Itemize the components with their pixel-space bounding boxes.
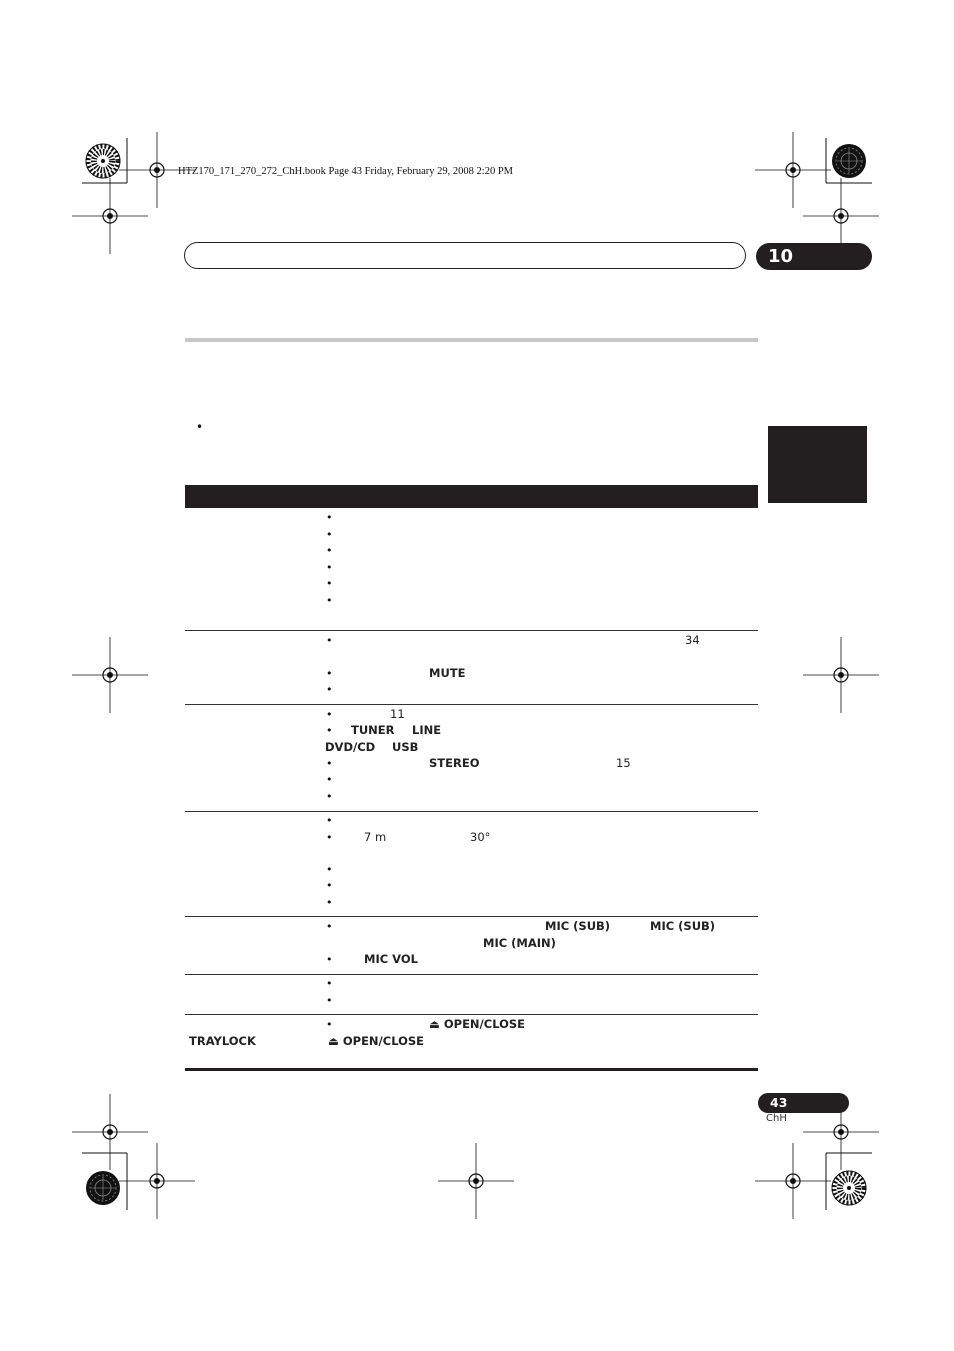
bullet: • [326, 511, 333, 524]
row-divider [185, 974, 758, 975]
row-divider [185, 916, 758, 917]
open-close-label: ⏏ OPEN/CLOSE [429, 1017, 526, 1031]
bullet: • [326, 831, 333, 844]
chapter-title-bar [184, 242, 746, 269]
bullet: • [326, 863, 333, 876]
page-reference: 11 [390, 707, 405, 721]
bullet: • [326, 977, 333, 990]
bullet: • [326, 577, 333, 590]
distance-value: 7 m [364, 830, 387, 844]
dvd-cd-label: DVD/CD [325, 740, 376, 754]
bullet: • [326, 814, 333, 827]
page-reference: 34 [685, 633, 700, 647]
angle-value: 30° [470, 830, 491, 844]
row-divider [185, 704, 758, 705]
chapter-number-badge: 10 [756, 243, 872, 270]
open-close-label: ⏏ OPEN/CLOSE [328, 1034, 425, 1048]
bullet: • [326, 724, 333, 737]
page-language-code: ChH [766, 1113, 787, 1124]
mic-sub-label: MIC (SUB) [545, 919, 611, 933]
row-divider [185, 811, 758, 812]
row-divider [185, 1014, 758, 1015]
bullet: • [326, 634, 333, 647]
bullet: • [326, 896, 333, 909]
bullet: • [326, 879, 333, 892]
bullet: • [326, 994, 333, 1007]
language-side-tab [768, 426, 867, 503]
print-file-info: HTZ170_171_270_272_ChH.book Page 43 Friday, February 29, 2008 2:20 PM [178, 166, 514, 177]
stereo-label: STEREO [429, 756, 480, 770]
mic-vol-label: MIC VOL [364, 952, 418, 966]
bullet: • [326, 594, 333, 607]
section-rule [185, 338, 758, 342]
line-label: LINE [412, 723, 442, 737]
traylock-label: TRAYLOCK [189, 1034, 256, 1048]
bullet: • [326, 1018, 333, 1031]
usb-label: USB [392, 740, 419, 754]
bullet: • [326, 757, 333, 770]
bullet: • [326, 708, 333, 721]
bullet: • [326, 790, 333, 803]
bullet: • [326, 683, 333, 696]
mic-sub-label: MIC (SUB) [650, 919, 716, 933]
bullet: • [326, 953, 333, 966]
bullet: • [326, 773, 333, 786]
bullet: • [326, 920, 333, 933]
bullet: • [326, 528, 333, 541]
troubleshooting-table-header [185, 485, 758, 508]
mute-button-label: MUTE [429, 666, 466, 680]
page-number-badge: 43 [758, 1093, 849, 1113]
mic-main-label: MIC (MAIN) [483, 936, 556, 950]
bullet: • [326, 667, 333, 680]
tuner-label: TUNER [351, 723, 395, 737]
table-bottom-rule [185, 1068, 758, 1071]
bullet: • [326, 561, 333, 574]
row-divider [185, 630, 758, 631]
intro-bullet: • [196, 420, 204, 434]
bullet: • [326, 544, 333, 557]
page-reference: 15 [616, 756, 631, 770]
